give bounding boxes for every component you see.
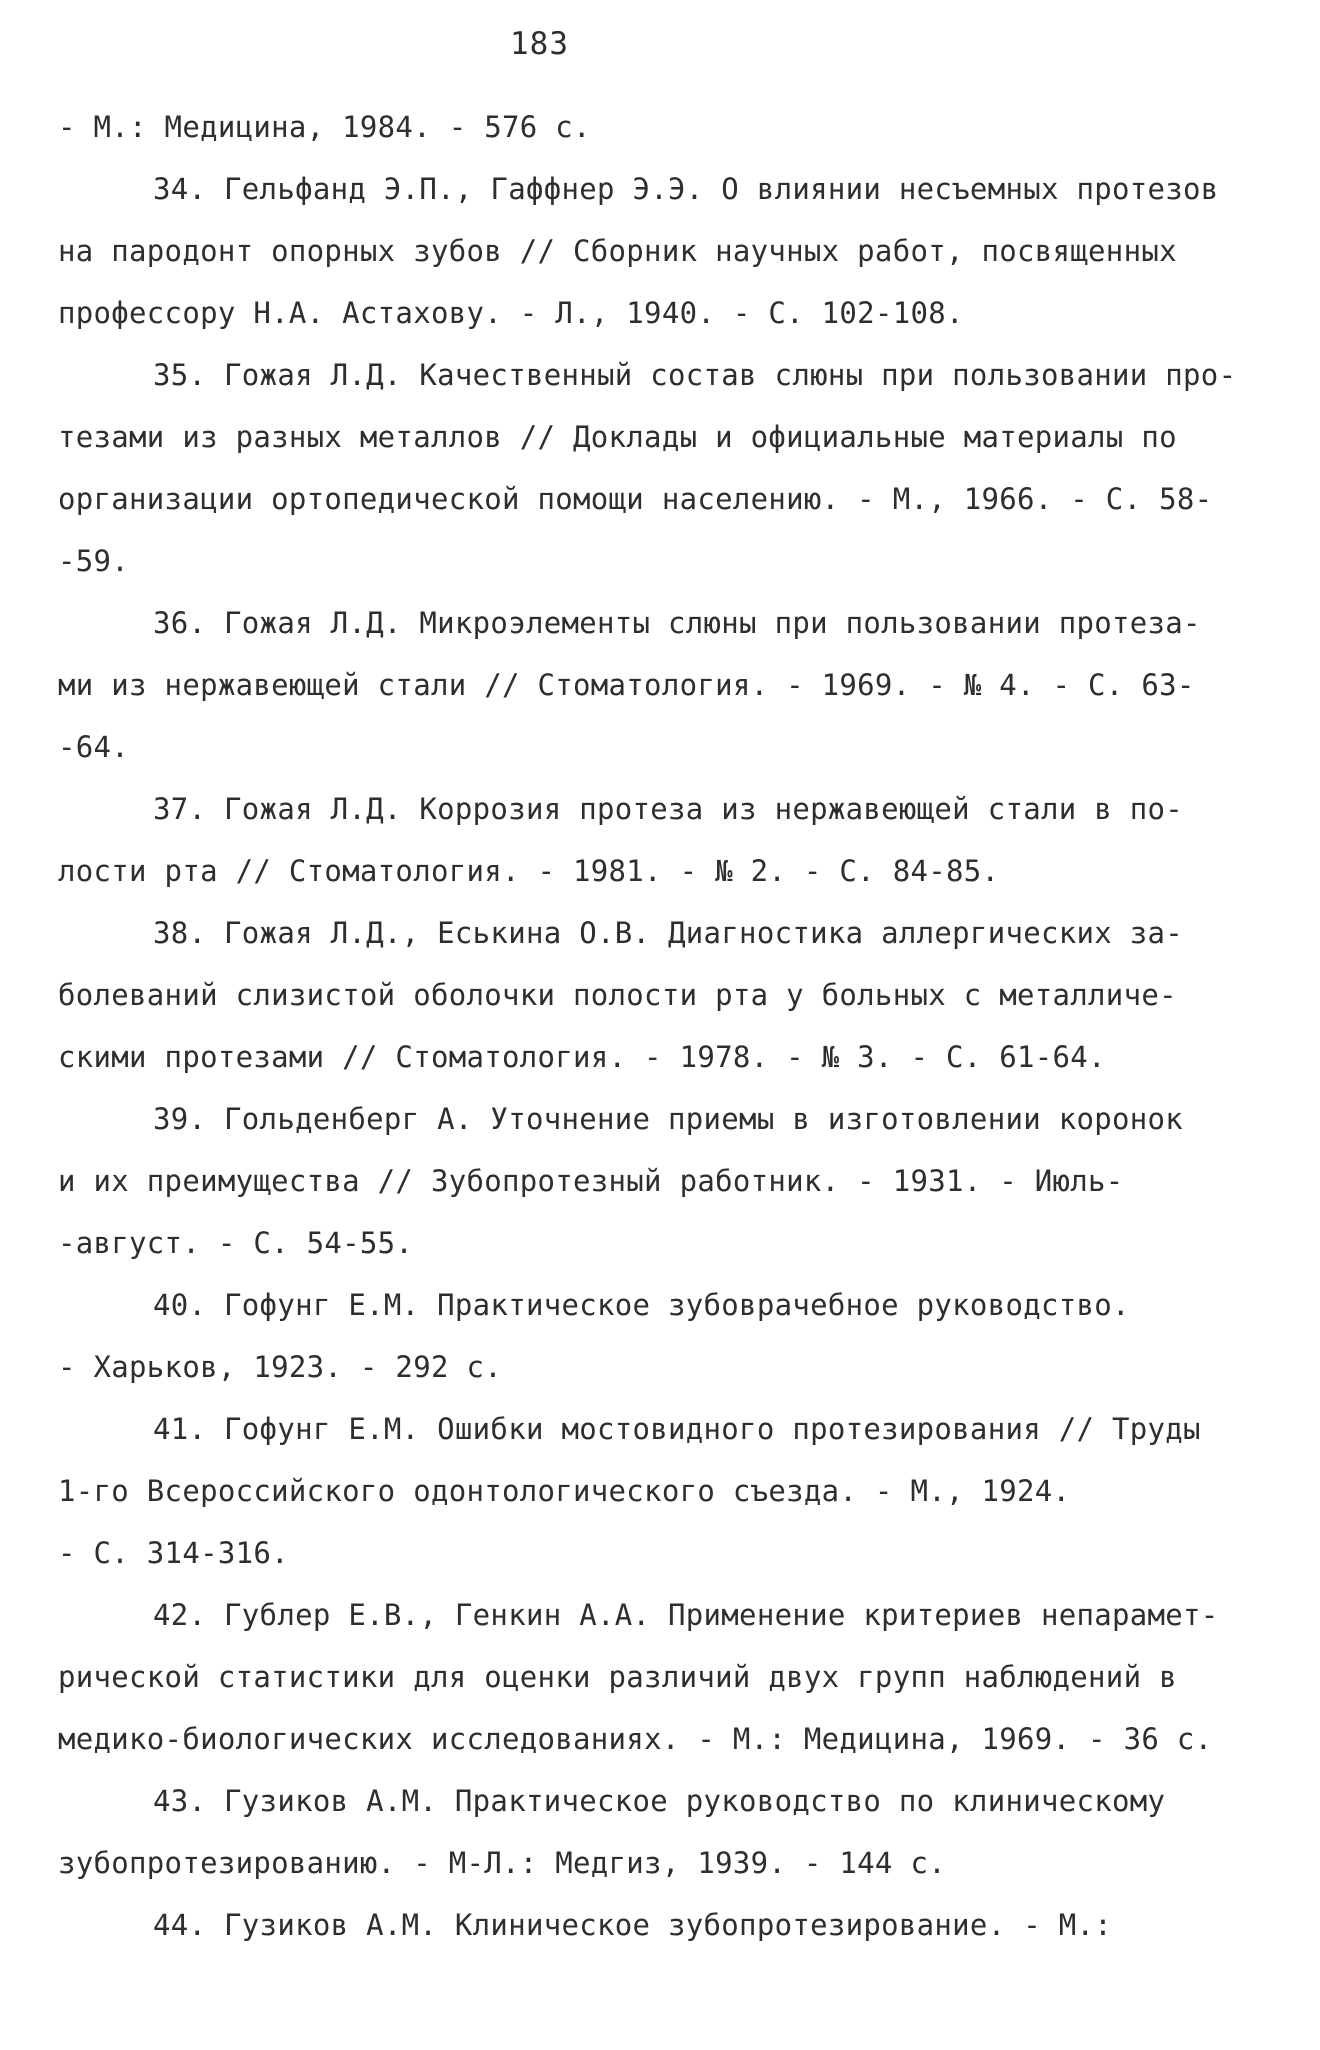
bibliography-line: 44. Гузиков А.М. Клиническое зубопротезирование. - М.: xyxy=(153,1908,1113,1942)
bibliography-line: -59. xyxy=(58,544,130,578)
bibliography-line: лости рта // Стоматология. - 1981. - № 2. - С. 84-85. xyxy=(58,854,1000,888)
bibliography-line: -август. - С. 54-55. xyxy=(58,1226,414,1260)
bibliography-line: -64. xyxy=(58,730,130,764)
bibliography-line: 35. Гожая Л.Д. Качественный состав слюны при пользовании про- xyxy=(153,358,1237,392)
bibliography-line: - С. 314-316. xyxy=(58,1536,289,1570)
bibliography-line: скими протезами // Стоматология. - 1978. - № 3. - С. 61-64. xyxy=(58,1040,1106,1074)
bibliography-line: болеваний слизистой оболочки полости рта у больных с металличе- xyxy=(58,978,1177,1012)
bibliography-line: ми из нержавеющей стали // Стоматология. - 1969. - № 4. - С. 63- xyxy=(58,668,1195,702)
bibliography-line: 36. Гожая Л.Д. Микроэлементы слюны при пользовании протеза- xyxy=(153,606,1201,640)
bibliography-line: профессору Н.А. Астахову. - Л., 1940. - С. 102-108. xyxy=(58,296,964,330)
bibliography-line: рической статистики для оценки различий двух групп наблюдений в xyxy=(58,1660,1177,1694)
bibliography-line: зубопротезированию. - М-Л.: Медгиз, 1939. - 144 с. xyxy=(58,1846,946,1880)
bibliography-line: 37. Гожая Л.Д. Коррозия протеза из нержавеющей стали в по- xyxy=(153,792,1184,826)
bibliography-line: и их преимущества // Зубопротезный работник. - 1931. - Июль- xyxy=(58,1164,1124,1198)
bibliography-line: - М.: Медицина, 1984. - 576 с. xyxy=(58,110,591,144)
bibliography-line: тезами из разных металлов // Доклады и официальные материалы по xyxy=(58,420,1177,454)
bibliography-line: 38. Гожая Л.Д., Еськина О.В. Диагностика аллергических за- xyxy=(153,916,1184,950)
bibliography-line: 1-го Всероссийского одонтологического съезда. - М., 1924. xyxy=(58,1474,1071,1508)
bibliography-list xyxy=(58,96,1268,1956)
bibliography-line: медико-биологических исследованиях. - М.: Медицина, 1969. - 36 с. xyxy=(58,1722,1213,1756)
bibliography-line: 40. Гофунг Е.М. Практическое зубоврачебное руководство. xyxy=(153,1288,1130,1322)
bibliography-line: 34. Гельфанд Э.П., Гаффнер Э.Э. О влиянии несъемных протезов xyxy=(153,172,1219,206)
bibliography-line: 42. Гублер Е.В., Генкин А.А. Применение критериев непарамет- xyxy=(153,1598,1219,1632)
bibliography-line: организации ортопедической помощи населению. - М., 1966. - С. 58- xyxy=(58,482,1213,516)
bibliography-line: на пародонт опорных зубов // Сборник научных работ, посвященных xyxy=(58,234,1177,268)
bibliography-line: 41. Гофунг Е.М. Ошибки мостовидного протезирования // Труды xyxy=(153,1412,1201,1446)
bibliography-line: 43. Гузиков А.М. Практическое руководство по клиническому xyxy=(153,1784,1166,1818)
page-number: 183 xyxy=(510,26,569,62)
bibliography-line: 39. Гольденберг А. Уточнение приемы в изготовлении коронок xyxy=(153,1102,1184,1136)
bibliography-line: - Харьков, 1923. - 292 с. xyxy=(58,1350,502,1384)
